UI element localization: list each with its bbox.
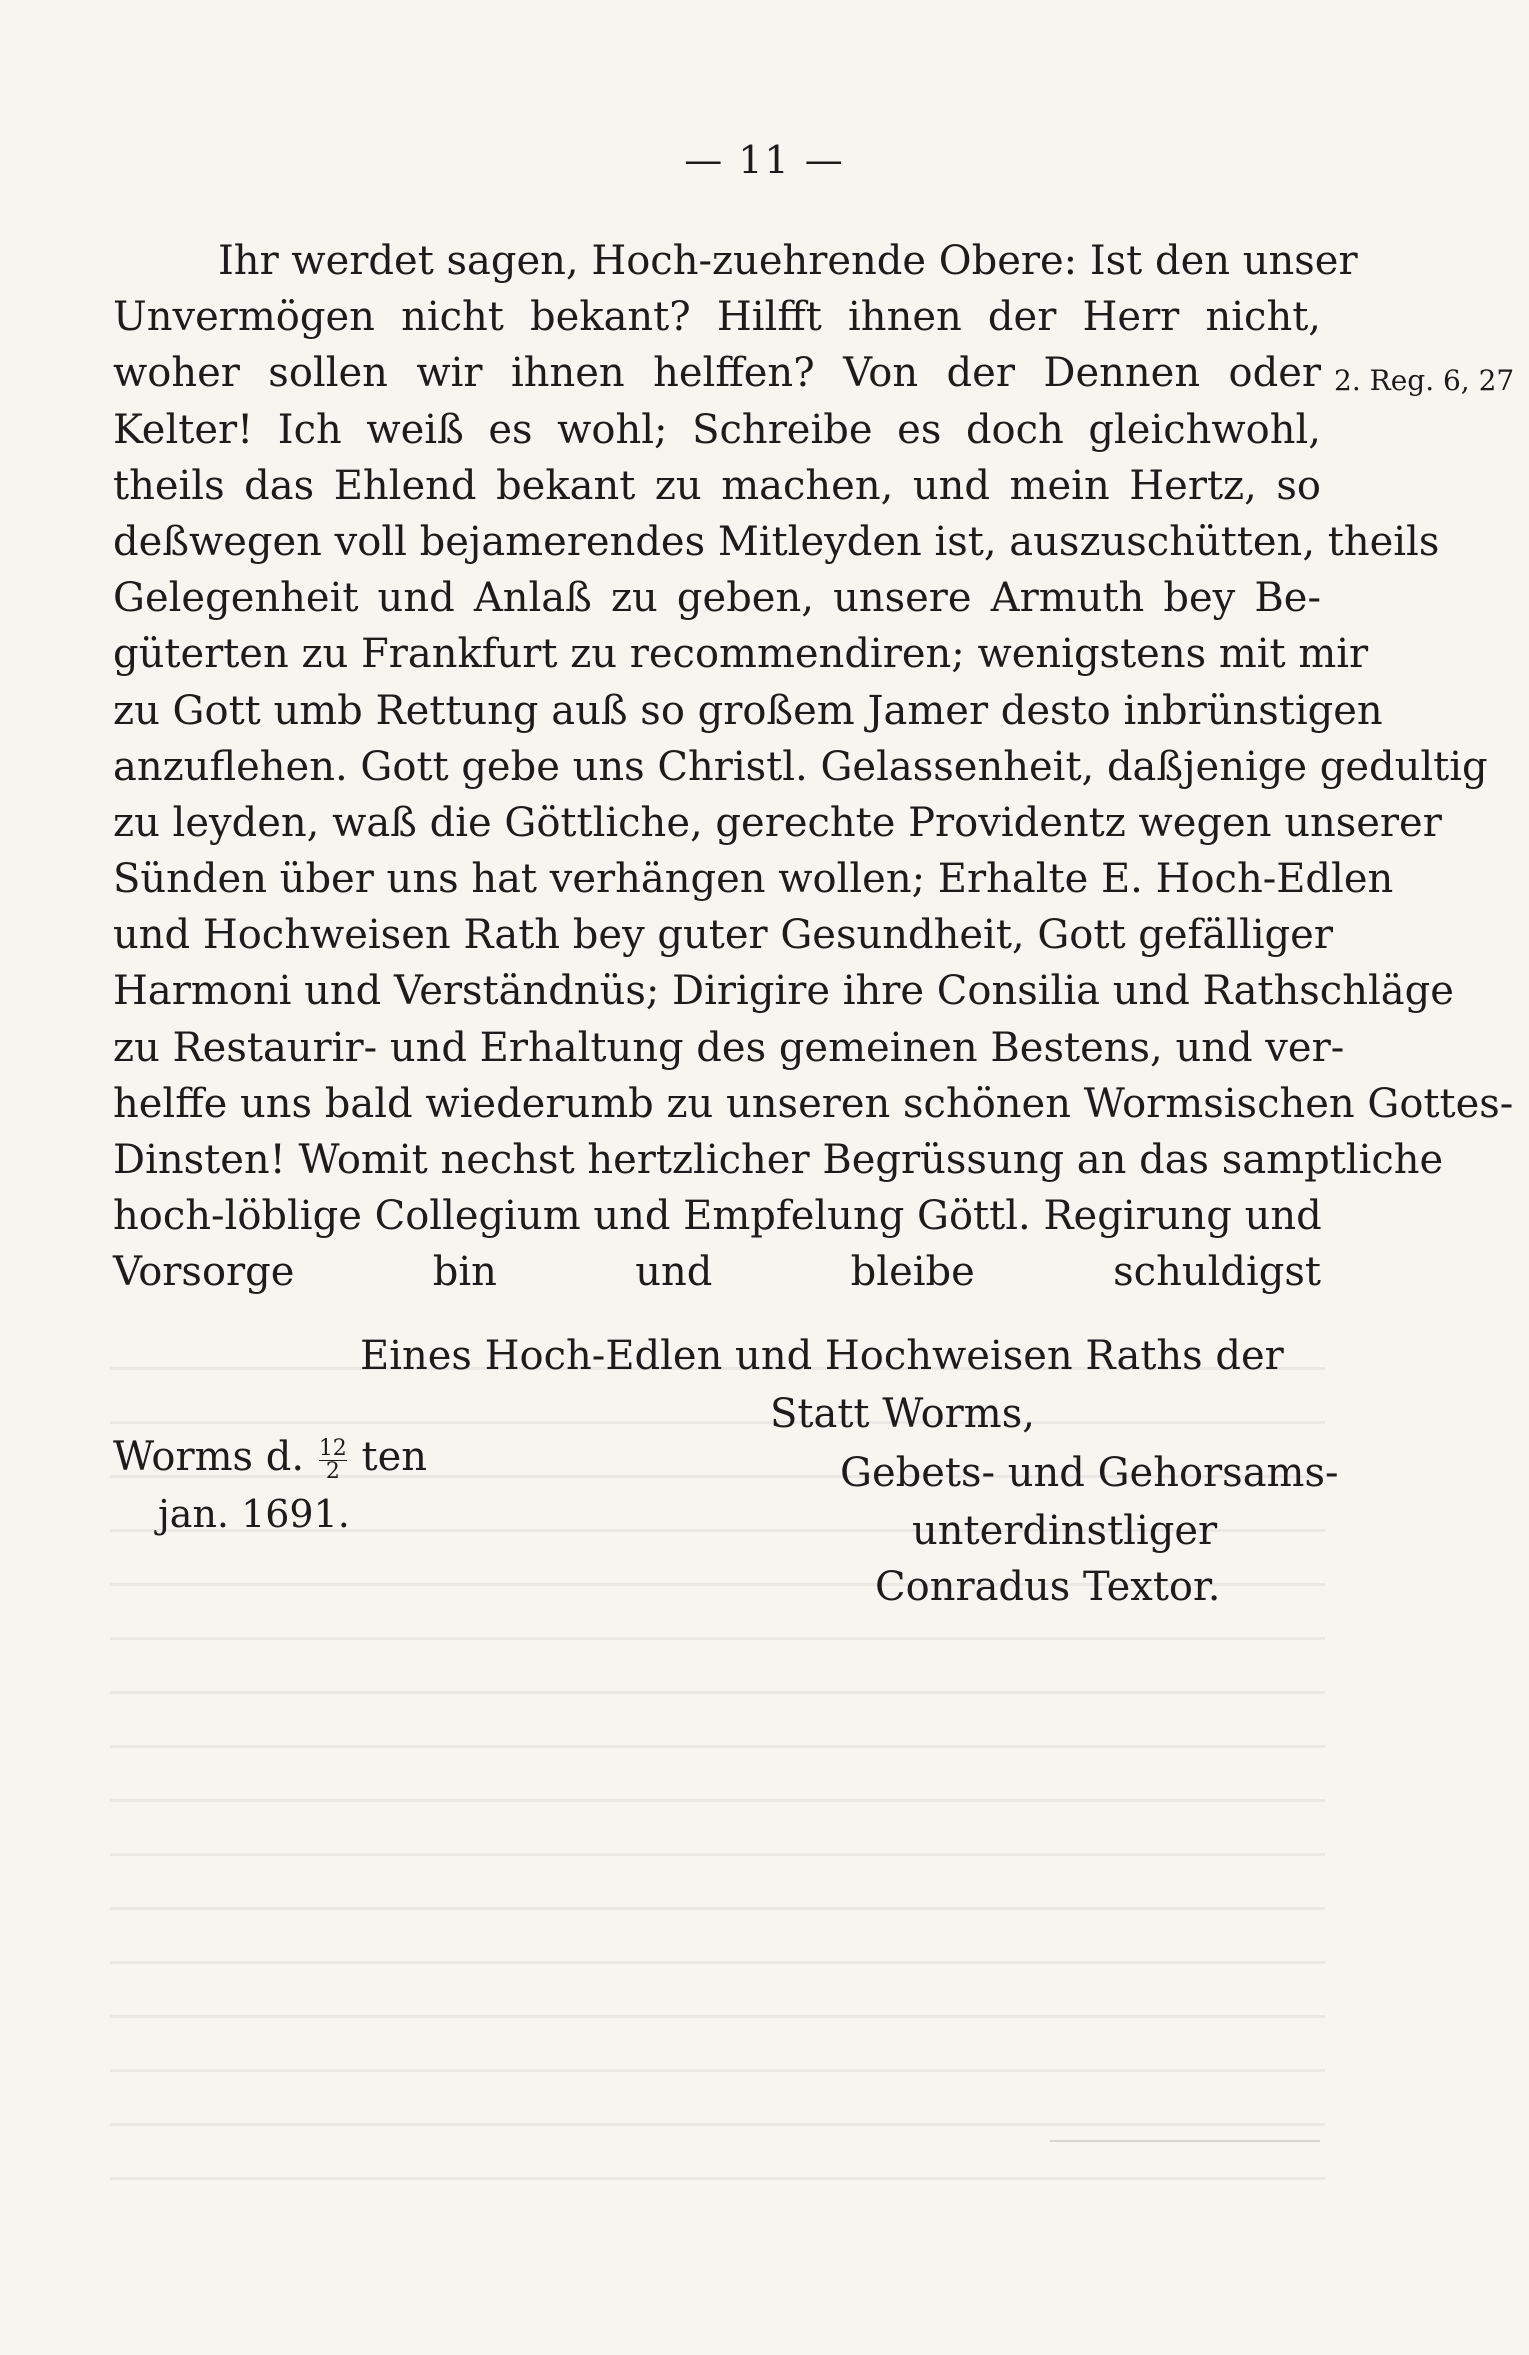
- text-line: woher sollen wir ihnen helffen? Von der Dennen oder: [113, 350, 1321, 397]
- closing-line-2: Statt Worms,: [770, 1391, 1035, 1437]
- text-line: Sünden über uns hat verhängen wollen; Erhalte E. Hoch-Edlen: [113, 856, 1394, 903]
- text-line: Unvermögen nicht bekant? Hilfft ihnen der Herr nicht,: [113, 294, 1321, 341]
- text-line: zu leyden, waß die Göttliche, gerechte Providentz wegen unserer: [113, 799, 1442, 846]
- date-suffix: ten: [361, 1434, 428, 1480]
- text-line: theils das Ehlend bekant zu machen, und mein Hertz, so: [113, 462, 1321, 509]
- text-line: anzuflehen. Gott gebe uns Christl. Gelassenheit, daßjenige gedultig: [113, 743, 1488, 790]
- text-line: und Hochweisen Rath bey guter Gesundheit, Gott gefälliger: [113, 912, 1333, 959]
- date-year: jan. 1691.: [158, 1492, 350, 1536]
- date-place-day: Worms d.: [113, 1434, 305, 1480]
- closing-line-1: Eines Hoch-Edlen und Hochweisen Raths der: [360, 1333, 1284, 1379]
- text-line: Dinsten! Womit nechst hertzlicher Begrüssung an das samptliche: [113, 1137, 1444, 1183]
- text-line: Harmoni und Verständnüs; Dirigire ihre Consilia und Rathschläge: [113, 968, 1454, 1015]
- date-fraction: $\frac{12}{2}$: [318, 1435, 347, 1484]
- text-line: Kelter! Ich weiß es wohl; Schreibe es doch gleichwohl,: [113, 406, 1321, 453]
- text-line: hoch-löblige Collegium und Empfelung Göttl. Regirung und: [113, 1193, 1322, 1240]
- text-line: Vorsorge bin und bleibe schuldigst: [113, 1249, 1321, 1296]
- text-line: deßwegen voll bejamerendes Mitleyden ist, auszuschütten, theils: [113, 518, 1440, 565]
- show-through-rule: [1050, 2140, 1320, 2142]
- signature-line-2: unterdinstliger: [912, 1508, 1218, 1554]
- page-number: — 11 —: [684, 138, 845, 182]
- text-line: güterten zu Frankfurt zu recommendiren; wenigstens mit mir: [113, 631, 1369, 678]
- margin-reference: 2. Reg. 6, 27: [1334, 364, 1515, 397]
- date-line: [113, 1434, 427, 1483]
- text-line: zu Restaurir- und Erhaltung des gemeinen Bestens, und ver-: [113, 1024, 1345, 1071]
- signature-line-1: Gebets- und Gehorsams-: [840, 1450, 1339, 1496]
- signature-name: Conradus Textor.: [875, 1564, 1221, 1610]
- text-line: helffe uns bald wiederumb zu unseren schönen Wormsischen Gottes-: [113, 1080, 1514, 1127]
- text-line: Ihr werdet sagen, Hoch-zuehrende Obere: Ist den unser: [218, 238, 1358, 284]
- text-line: zu Gott umb Rettung auß so großem Jamer desto inbrünstigen: [113, 687, 1383, 734]
- text-line: Gelegenheit und Anlaß zu geben, unsere Armuth bey Be-: [113, 575, 1321, 622]
